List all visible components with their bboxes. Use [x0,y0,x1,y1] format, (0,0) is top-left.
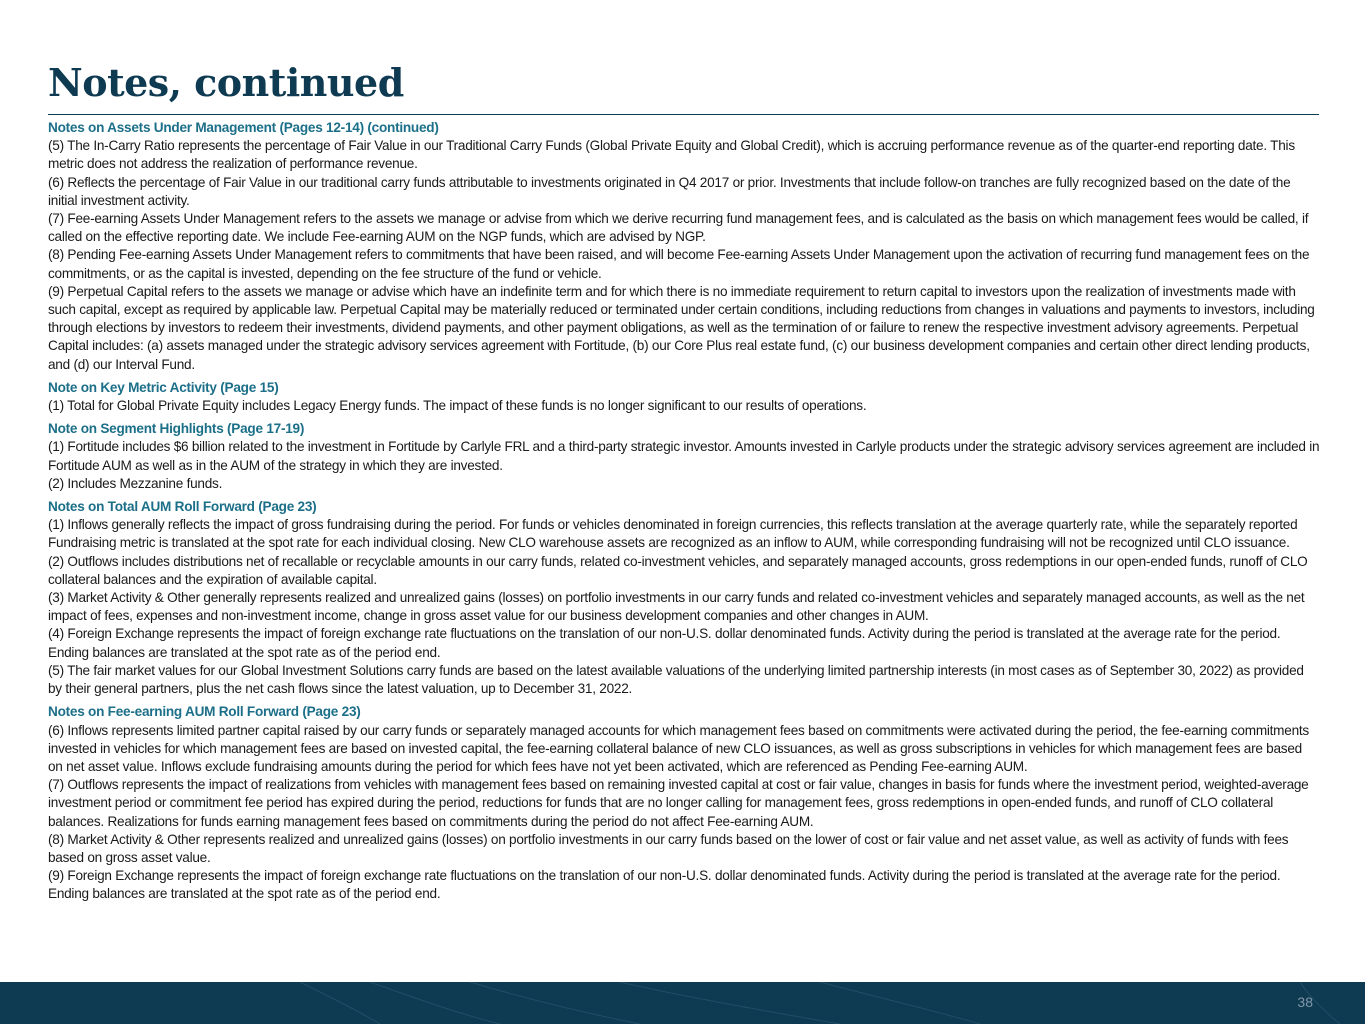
note-item: (7) Outflows represents the impact of realizations from vehicles with management fees based on remaining invested capital at cost or fair value, changes in basis for funds where the investment period, weighted-average investment period or commitment fee period has expired during the period, reductions for funds that are no longer calling for management fees, gross redemptions in open-ended funds, and runoff of CLO collateral balances. Realizations for funds earning management fees based on commitments during the period do not affect Fee-earning AUM. [48,777,1309,829]
section-heading: Note on Key Metric Activity (Page 15) [48,379,279,395]
notes-content [48,119,1320,909]
notes-section-aum [48,119,1320,374]
note-item: (1) Total for Global Private Equity includes Legacy Energy funds. The impact of these funds is no longer significant to our results of operations. [48,398,867,414]
page-number: 38 [1297,994,1313,1010]
note-item: (5) The In-Carry Ratio represents the percentage of Fair Value in our Traditional Carry Funds (Global Private Equity and Global Credit), which is accruing performance revenue as of the quarter-end reporting date. This metric does not address the realization of performance revenue. [48,138,1295,172]
note-item: (2) Outflows includes distributions net of recallable or recyclable amounts in our carry funds, related co-investment vehicles, and separately managed accounts, gross redemptions in our open-ended funds, runoff of CLO collateral balances and the expiration of available capital. [48,553,1308,587]
note-item: (9) Perpetual Capital refers to the assets we manage or advise which have an indefinite term and for which there is no immediate requirement to return capital to investors upon the realization of investments made with such capital, except as required by applicable law. Perpetual Capital may be materially reduced or terminated under certain conditions, including reductions from changes in valuations and payments to investors, including through elections by investors to redeem their investments, dividend payments, and other payment obligations, as well as the termination of or failure to renew the respective investment advisory agreements. Perpetual Capital includes: (a) assets managed under the strategic advisory services agreement with Fortitude, (b) our Core Plus real estate fund, (c) our business development companies and certain other direct lending products, and (d) our Interval Fund. [48,283,1315,372]
notes-section-segment-highlights [48,420,1320,493]
note-item: (1) Inflows generally reflects the impact of gross fundraising during the period. For funds or vehicles denominated in foreign currencies, this reflects translation at the average quarterly rate, while the separately reported Fundraising metric is translated at the spot rate for each individual closing. New CLO warehouse assets are recognized as an inflow to AUM, while corresponding fundraising will not be recognized until CLO issuance. [48,517,1298,551]
note-item: (6) Inflows represents limited partner capital raised by our carry funds or separately managed accounts for which management fees based on commitments were activated during the period, the fee-earning commitments invested in vehicles for which management fees are based on invested capital, the fee-earning collateral balance of new CLO issuances, as well as gross subscriptions in vehicles for which management fees are based on net asset value. Inflows exclude fundraising amounts during the period for which fees have not yet been activated, which are referenced as Pending Fee-earning AUM. [48,722,1309,774]
page-title: Notes, continued [48,60,404,105]
note-item: (2) Includes Mezzanine funds. [48,475,223,491]
section-heading: Note on Segment Highlights (Page 17-19) [48,421,305,437]
footer-decoration [0,982,1365,1024]
note-item: (4) Foreign Exchange represents the impact of foreign exchange rate fluctuations on the translation of our non-U.S. dollar denominated funds. Activity during the period is translated at the average rate for the period. Ending balances are translated at the spot rate as of the period end. [48,626,1281,660]
note-item: (1) Fortitude includes $6 billion related to the investment in Fortitude by Carlyle FRL and a third-party strategic investor. Amounts invested in Carlyle products under the strategic advisory services agreement are included in Fortitude AUM as well as in the AUM of the strategy in which they are invested. [48,439,1320,473]
section-heading: Notes on Fee-earning AUM Roll Forward (Page 23) [48,704,361,720]
section-heading: Notes on Total AUM Roll Forward (Page 23) [48,499,317,515]
notes-section-fee-earning-roll-forward [48,703,1320,903]
note-item: (6) Reflects the percentage of Fair Value in our traditional carry funds attributable to investments originated in Q4 2017 or prior. Investments that include follow-on tranches are fully recognized based on the date of the initial investment activity. [48,174,1291,208]
footer-bar [0,982,1365,1024]
notes-section-total-aum-roll-forward [48,498,1320,698]
notes-section-key-metric [48,379,1320,415]
title-divider [48,114,1319,115]
section-heading: Notes on Assets Under Management (Pages 12-14) (continued) [48,120,439,135]
note-item: (8) Market Activity & Other represents realized and unrealized gains (losses) on portfolio investments in our carry funds based on the lower of cost or fair value and net asset value, as well as activity of funds with fees based on gross asset value. [48,831,1289,865]
note-item: (3) Market Activity & Other generally represents realized and unrealized gains (losses) on portfolio investments in our carry funds and related co-investment vehicles and separately managed accounts, as well as the net impact of fees, expenses and non-investment income, change in gross asset value for our business development companies and other changes in AUM. [48,590,1305,624]
note-item: (8) Pending Fee-earning Assets Under Management refers to commitments that have been raised, and will become Fee-earning Assets Under Management upon the activation of recurring fund management fees on the commitments, or as the capital is invested, depending on the fee structure of the fund or vehicle. [48,247,1310,281]
note-item: (9) Foreign Exchange represents the impact of foreign exchange rate fluctuations on the translation of our non-U.S. dollar denominated funds. Activity during the period is translated at the average rate for the period. Ending balances are translated at the spot rate as of the period end. [48,868,1281,902]
note-item: (7) Fee-earning Assets Under Management refers to the assets we manage or advise from which we derive recurring fund management fees, and is calculated as the basis on which management fees would be called, if called on the effective reporting date. We include Fee-earning AUM on the NGP funds, which are advised by NGP. [48,211,1309,245]
note-item: (5) The fair market values for our Global Investment Solutions carry funds are based on the latest available valuations of the underlying limited partnership interests (in most cases as of September 30, 2022) as provided by their general partners, plus the net cash flows since the latest valuation, up to December 31, 2022. [48,662,1304,697]
